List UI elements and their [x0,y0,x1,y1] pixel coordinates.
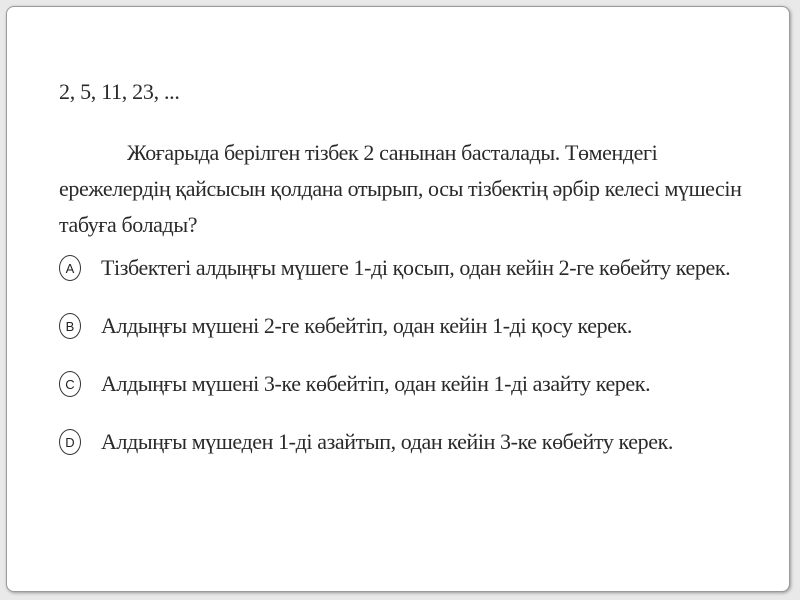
option-c[interactable] [59,367,779,425]
slide [6,6,790,592]
option-a[interactable] [59,251,779,309]
option-c-text: Алдыңғы мүшені 3-ке көбейтіп, одан кейін 1-ді азайту керек. [101,371,651,396]
option-b[interactable] [59,309,779,367]
number-sequence: 2, 5, 11, 23, ... [59,79,180,104]
option-d-marker[interactable]: D [59,429,81,455]
option-a-text: Тізбектегі алдыңғы мүшеге 1-ді қосып, одан кейін 2-ге көбейту керек. [101,255,731,280]
option-d[interactable] [59,425,779,483]
option-c-marker[interactable]: C [59,371,81,397]
option-b-marker[interactable]: B [59,313,81,339]
option-d-text: Алдыңғы мүшеден 1-ді азайтып, одан кейін 3-ке көбейту керек. [101,429,673,454]
option-a-marker[interactable]: A [59,255,81,281]
option-b-text: Алдыңғы мүшені 2-ге көбейтіп, одан кейін 1-ді қосу керек. [101,313,632,338]
question-text [59,135,759,243]
question-body: Жоғарыда берілген тізбек 2 санынан басталады. Төмендегі ережелердің қайсысын қолдана отырып, осы тізбектің әрбір келесі мүшесін табуға болады? [59,140,742,237]
answer-options [59,251,779,483]
